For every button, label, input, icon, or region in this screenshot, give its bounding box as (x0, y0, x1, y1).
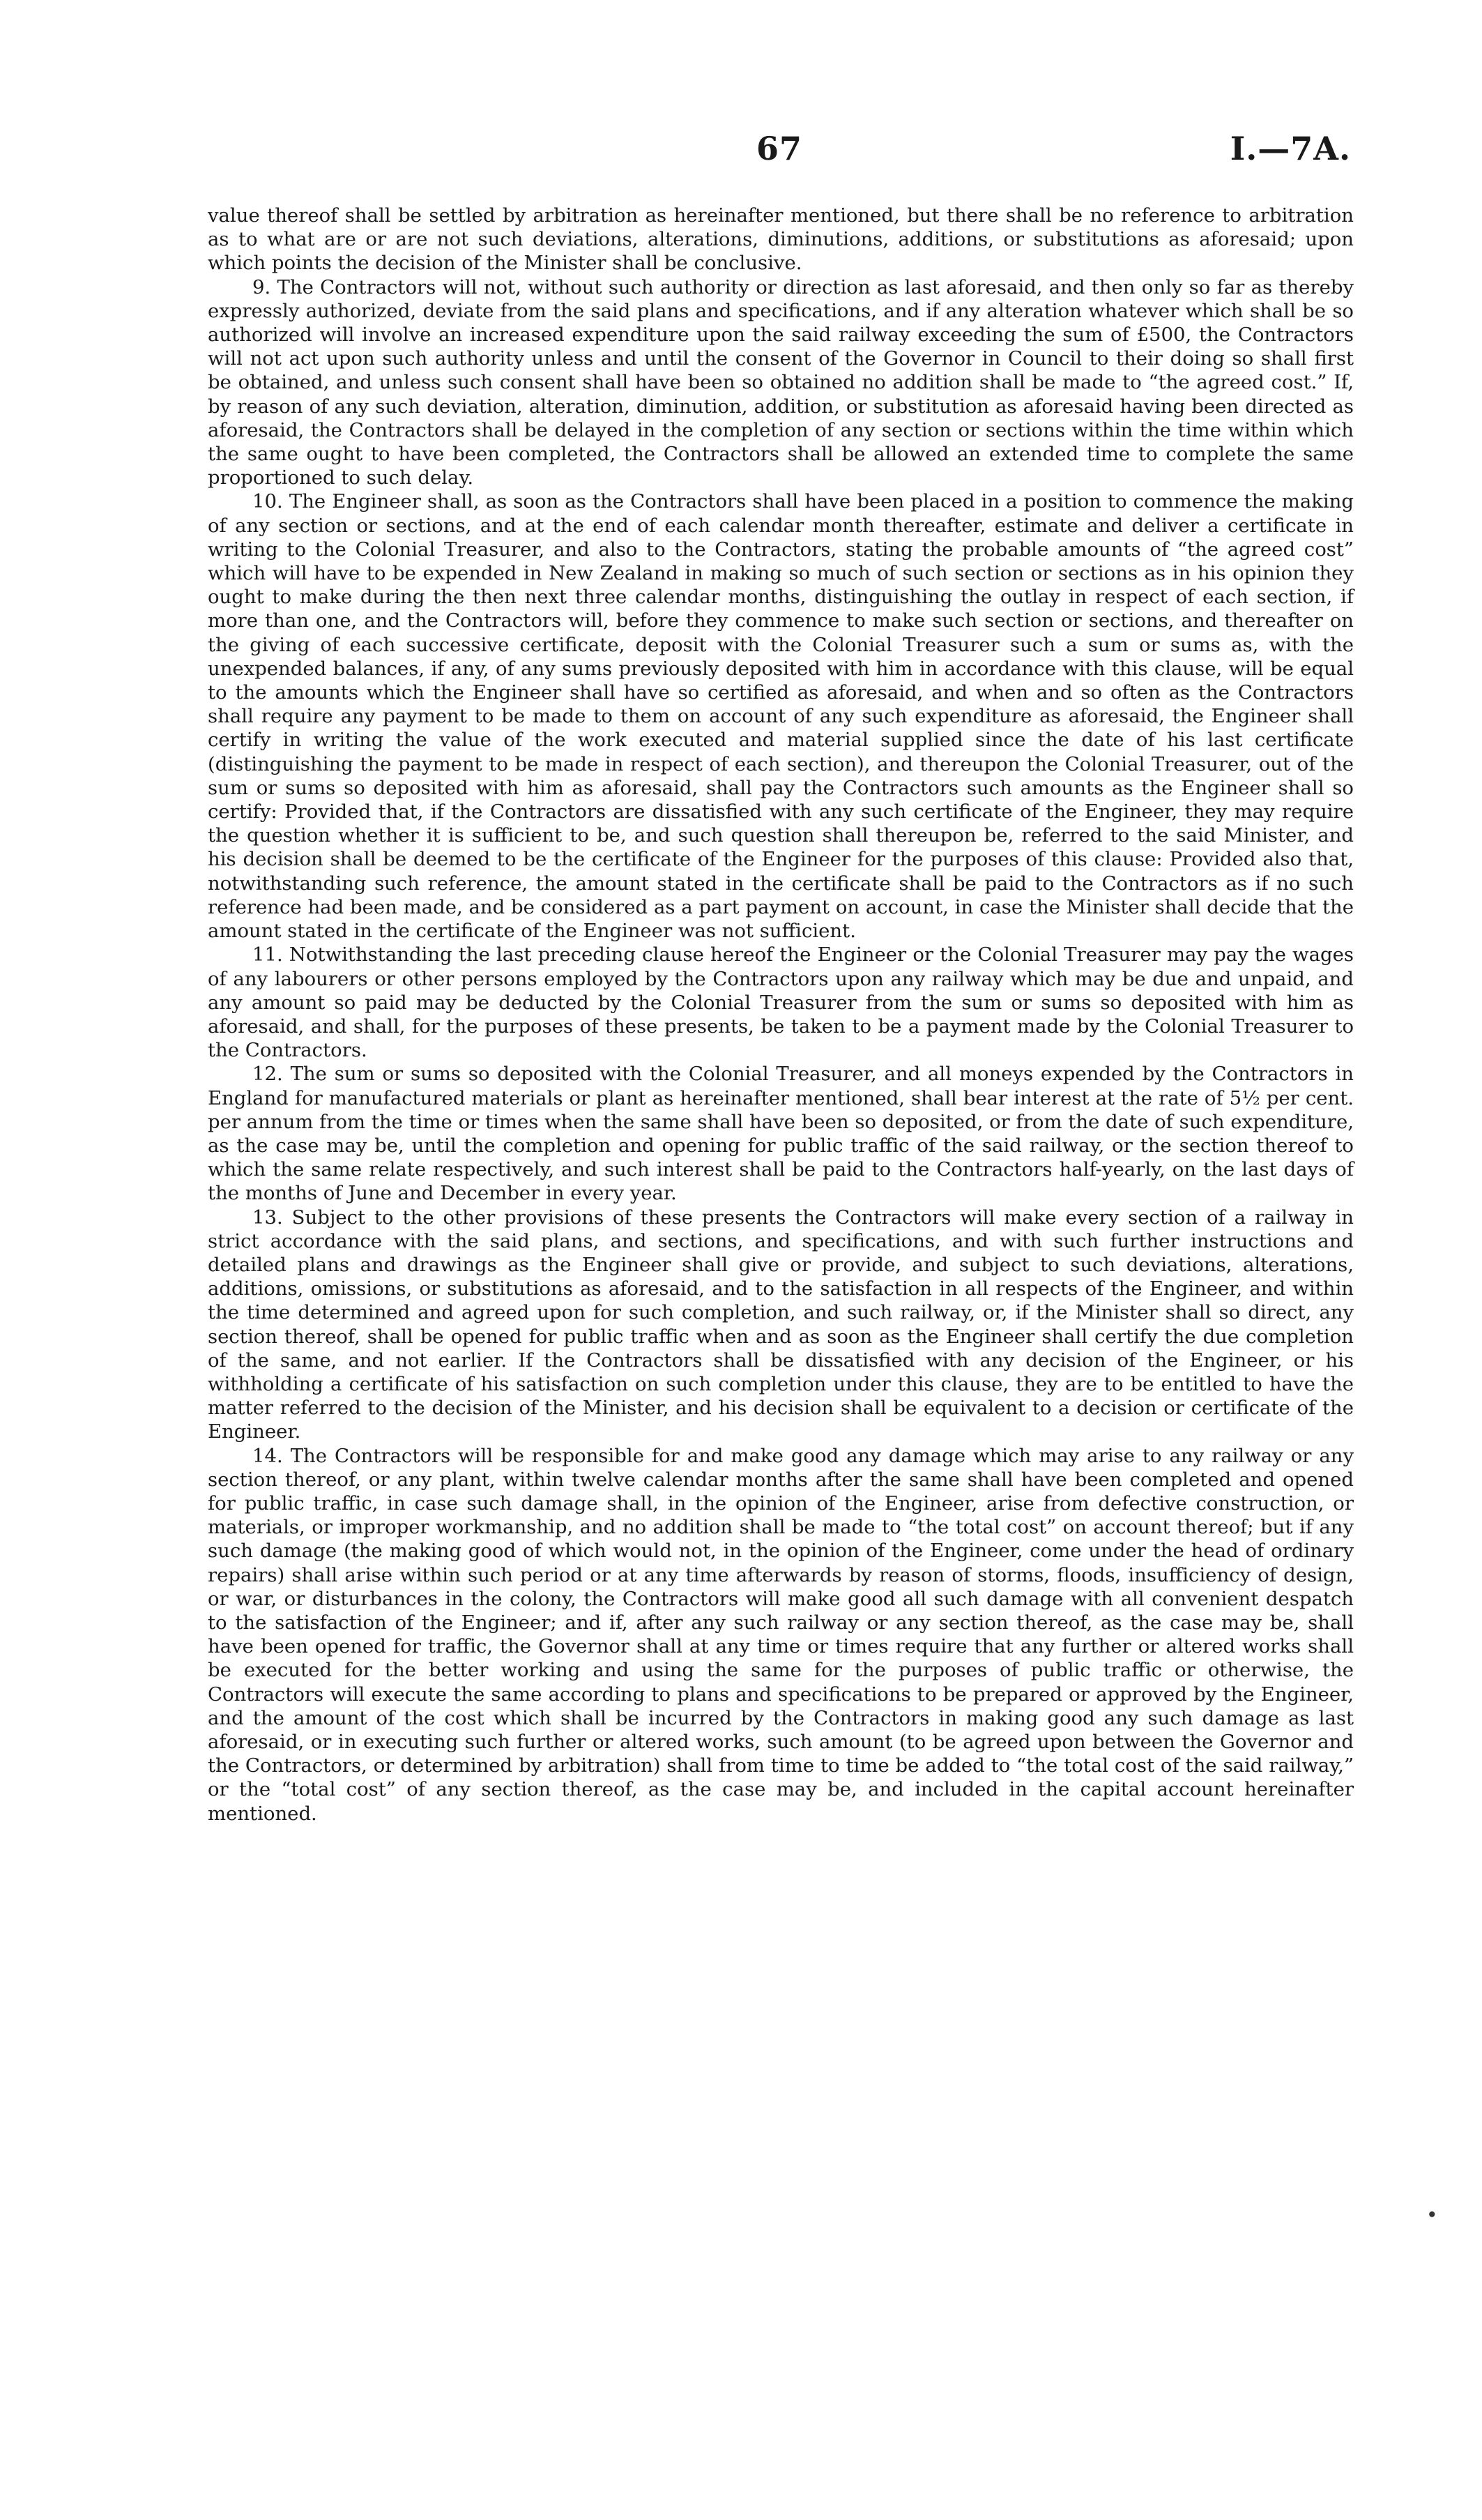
page-number: 67 (756, 130, 802, 167)
clause-13: 13. Subject to the other provisions of these presents the Contractors will make every section of a railway in strict accordance with the said plans, and sections, and specifications, and with such further instructions and detailed plans and drawings as the Engineer shall give or provide, and subject to such deviations, alterations, additions, omissions, or substitutions as aforesaid, and to the satisfaction in all respects of the Engineer, and within the time determined and agreed upon for such completion, and such railway, or, if the Minister shall so direct, any section thereof, shall be opened for public traffic when and as soon as the Engineer shall certify the due completion of the same, and not earlier. If the Contractors shall be dissatisfied with any decision of the Engineer, or his withholding a certificate of his satisfaction on such completion under this clause, they are to be entitled to have the matter referred to the decision of the Minister, and his decision shall be equivalent to a decision or certificate of the Engineer. (208, 1206, 1354, 1443)
document-reference: I.—7A. (1230, 130, 1351, 167)
body-text (208, 204, 1354, 1826)
paragraph-continuation: value thereof shall be settled by arbitration as hereinafter mentioned, but there shall be no reference to arbitration as to what are or are not such deviations, alterations, diminutions, additions, or substitutions as aforesaid; upon which points the decision of the Minister shall be conclusive. (208, 204, 1354, 275)
clause-14: 14. The Contractors will be responsible for and make good any damage which may arise to any railway or any section thereof, or any plant, within twelve calendar months after the same shall have been completed and opened for public traffic, in case such damage shall, in the opinion of the Engineer, arise from defective construction, or materials, or improper workmanship, and no addition shall be made to “the total cost” on account thereof; but if any such damage (the making good of which would not, in the opinion of the Engineer, come under the head of ordinary repairs) shall arise within such period or at any time afterwards by reason of storms, floods, insufficiency of design, or war, or disturbances in the colony, the Contractors will make good all such damage with all convenient despatch to the satisfaction of the Engineer; and if, after any such railway or any section thereof, as the case may be, shall have been opened for traffic, the Governor shall at any time or times require that any further or altered works shall be executed for the better working and using the same for the purposes of public traffic or otherwise, the Contractors will execute the same according to plans and specifications to be prepared or approved by the Engineer, and the amount of the cost which shall be incurred by the Contractors in making good any such damage as last aforesaid, or in executing such further or altered works, such amount (to be agreed upon between the Governor and the Contractors, or determined by arbitration) shall from time to time be added to “the total cost of the said railway,” or the “total cost” of any section thereof, as the case may be, and included in the capital account hereinafter mentioned. (208, 1444, 1354, 1825)
clause-10: 10. The Engineer shall, as soon as the Contractors shall have been placed in a position to commence the making of any section or sections, and at the end of each calendar month thereafter, estimate and deliver a certificate in writing to the Colonial Treasurer, and also to the Contractors, stating the probable amounts of “the agreed cost” which will have to be expended in New Zealand in making so much of such section or sections as in his opinion they ought to make during the then next three calendar months, distinguishing the outlay in respect of each section, if more than one, and the Contractors will, before they commence to make such section or sections, and thereafter on the giving of each successive certificate, deposit with the Colonial Treasurer such a sum or sums as, with the unexpended balances, if any, of any sums previously deposited with him in accordance with this clause, will be equal to the amounts which the Engineer shall have so certified as aforesaid, and when and so often as the Contractors shall require any payment to be made to them on account of any such expenditure as aforesaid, the Engineer shall certify in writing the value of the work executed and material supplied since the date of his last certificate (distinguishing the payment to be made in respect of each section), and thereupon the Colonial Treasurer, out of the sum or sums so deposited with him as aforesaid, shall pay the Contractors such amounts as the Engineer shall so certify: Provided that, if the Contractors are dissatisfied with any such certificate of the Engineer, they may require the question whether it is sufficient to be, and such question shall thereupon be, referred to the said Minister, and his decision shall be deemed to be the certificate of the Engineer for the purposes of this clause: Provided also that, notwithstanding such reference, the amount stated in the certificate shall be paid to the Contractors as if no such reference had been made, and be considered as a part payment on account, in case the Minister shall decide that the amount stated in the certificate of the Engineer was not sufficient. (208, 490, 1354, 943)
clause-11: 11. Notwithstanding the last preceding clause hereof the Engineer or the Colonial Treasurer may pay the wages of any labourers or other persons employed by the Contractors upon any railway which may be due and unpaid, and any amount so paid may be deducted by the Colonial Treasurer from the sum or sums so deposited with him as aforesaid, and shall, for the purposes of these presents, be taken to be a payment made by the Colonial Treasurer to the Contractors. (208, 943, 1354, 1062)
page-header (208, 130, 1351, 179)
clause-9: 9. The Contractors will not, without such authority or direction as last aforesaid, and then only so far as thereby expressly authorized, deviate from the said plans and specifications, and if any alteration whatever which shall be so authorized will involve an increased expenditure upon the said railway exceeding the sum of £500, the Contractors will not act upon such authority unless and until the consent of the Governor in Council to their doing so shall first be obtained, and unless such consent shall have been so obtained no addition shall be made to “the agreed cost.” If, by reason of any such deviation, alteration, diminution, addition, or substitution as aforesaid having been directed as aforesaid, the Contractors shall be delayed in the completion of any section or sections within the time within which the same ought to have been completed, the Contractors shall be allowed an extended time to complete the same proportioned to such delay. (208, 275, 1354, 489)
clause-12: 12. The sum or sums so deposited with the Colonial Treasurer, and all moneys expended by the Contractors in England for manufactured materials or plant as hereinafter mentioned, shall bear interest at the rate of 5½ per cent. per annum from the time or times when the same shall have been so deposited, or from the date of such expenditure, as the case may be, until the completion and opening for public traffic of the said railway, or the section thereof to which the same relate respectively, and such interest shall be paid to the Contractors half-yearly, on the last days of the months of June and December in every year. (208, 1063, 1354, 1205)
margin-mark: • (1426, 2203, 1438, 2226)
